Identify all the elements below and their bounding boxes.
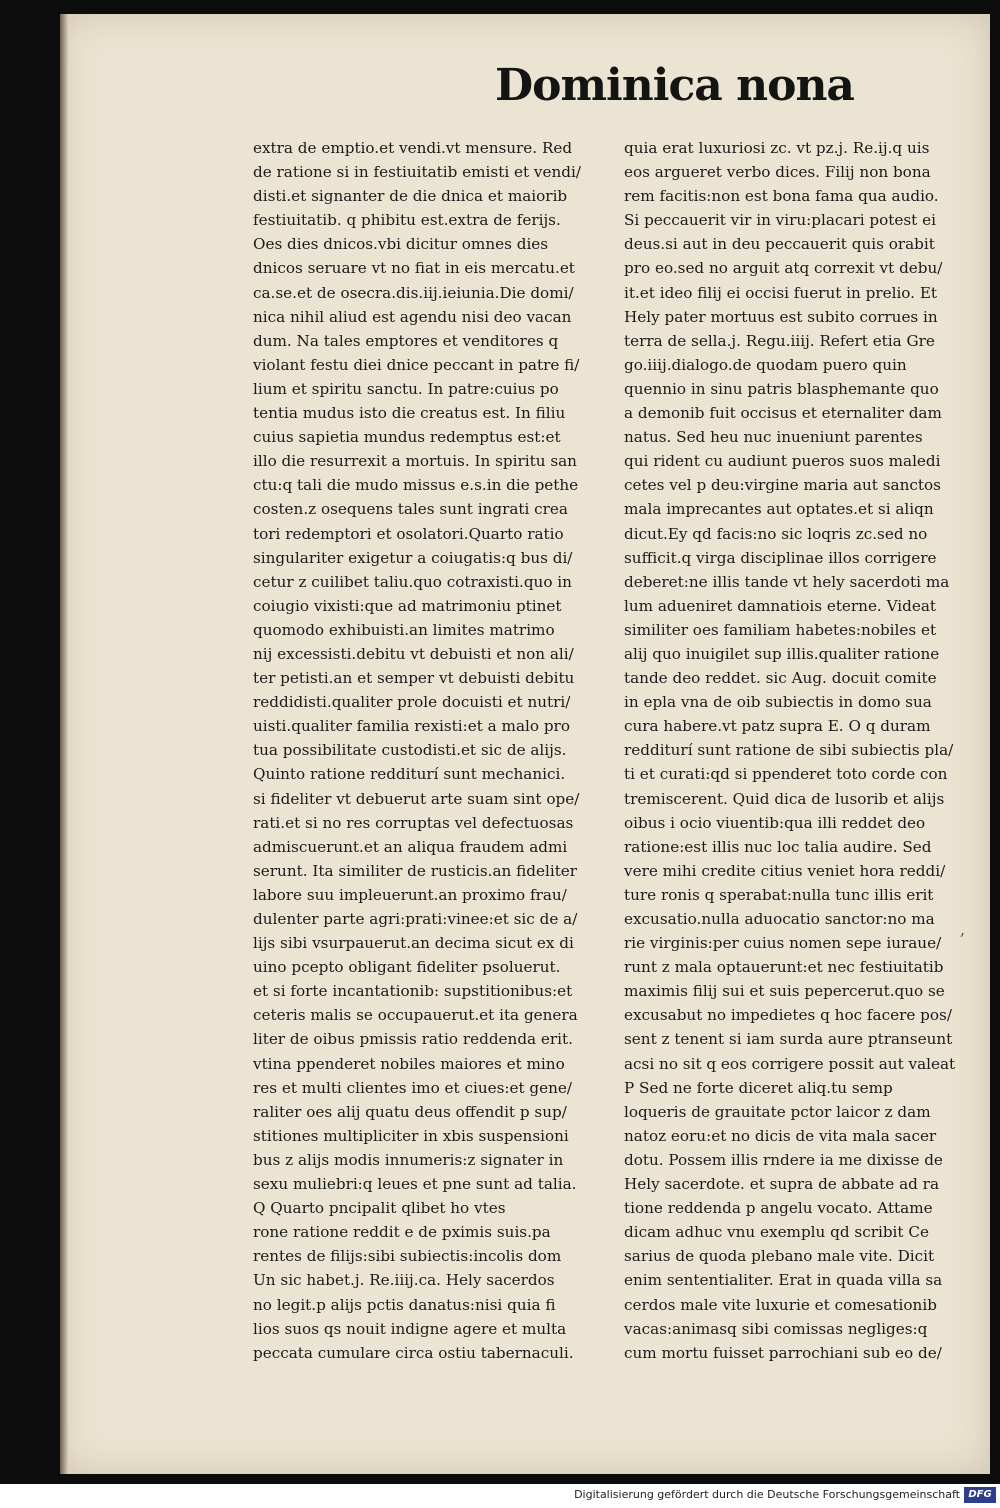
text-line: oibus i ocio viuentib:qua illi reddet deo: [624, 813, 926, 832]
text-line: dotu. Possem illis rndere ia me dixisse de: [624, 1150, 943, 1169]
text-line: redditurí sunt ratione de sibi subiectis pla/: [624, 741, 954, 760]
text-line: serunt. Ita similiter de rusticis.an fideliter: [253, 861, 578, 880]
text-line: cetes vel p deu:virgine maria aut sanctos: [624, 476, 941, 495]
text-line: dicam adhuc vnu exemplu qd scribit Ce: [624, 1223, 929, 1242]
text-line: ratione:est illis nuc loc talia audire. Sed: [624, 837, 932, 856]
text-line: sent z tenent si iam surda aure ptranseunt: [624, 1030, 953, 1049]
text-line: cerdos male vite luxurie et comesationib: [624, 1295, 937, 1314]
text-line: lum adueniret damnatiois eterne. Videat: [624, 596, 937, 615]
right-text-column: [624, 136, 970, 1365]
text-line: a demonib fuit occisus et eternaliter dam: [624, 404, 942, 423]
text-line: tremiscerent. Quid dica de lusorib et alijs: [624, 789, 945, 808]
running-head: Dominica nona: [495, 60, 854, 111]
text-line: sufficit.q virga disciplinae illos corrigere: [624, 548, 937, 567]
text-line: ceteris malis se occupauerut.et ita genera: [253, 1006, 578, 1025]
text-line: nica nihil aliud est agendu nisi deo vacan: [253, 307, 572, 326]
text-line: liter de oibus pmissis ratio reddenda erit.: [253, 1030, 573, 1049]
text-line: runt z mala optauerunt:et nec festiuitatib: [624, 958, 944, 977]
text-line: Hely pater mortuus est subito corrues in: [624, 307, 938, 326]
text-line: rem facitis:non est bona fama qua audio.: [624, 187, 939, 206]
text-line: deus.si aut in deu peccauerit quis orabit: [624, 235, 935, 254]
text-line: tentia mudus isto die creatus est. In filiu: [253, 404, 566, 423]
text-line: tande deo reddet. sic Aug. docuit comite: [624, 669, 937, 688]
text-line: raliter oes alij quatu deus offendit p sup/: [253, 1102, 567, 1121]
text-line: natoz eoru:et no dicis de vita mala sacer: [624, 1126, 937, 1145]
text-line: cetur z cuilibet taliu.quo cotraxisti.quo in: [253, 572, 572, 591]
text-line: nij excessisti.debitu vt debuisti et non ali/: [253, 644, 574, 663]
page-gutter-shadow: [60, 14, 68, 1474]
text-line: Oes dies dnicos.vbi dicitur omnes dies: [253, 235, 549, 254]
text-line: admiscuerunt.et an aliqua fraudem admi: [253, 837, 568, 856]
text-line: vere mihi credite citius veniet hora reddi/: [624, 861, 946, 880]
text-line: sexu muliebri:q leues et pne sunt ad talia.: [253, 1175, 577, 1194]
text-line: ctu:q tali die mudo missus e.s.in die pethe: [253, 476, 579, 495]
text-line: acsi no sit q eos corrigere possit aut valeat: [624, 1054, 956, 1073]
text-line: de ratione si in festiuitatib emisti et vendi/: [253, 163, 581, 182]
text-line: vtina ppenderet nobiles maiores et mino: [253, 1054, 565, 1073]
text-line: Hely sacerdote. et supra de abbate ad ra: [624, 1175, 939, 1194]
text-line: excusatio.nulla aduocatio sanctor:no ma: [624, 910, 935, 928]
text-line: vacas:animasq sibi comissas negliges:q: [624, 1319, 928, 1338]
text-line: disti.et signanter de die dnica et maiorib: [253, 187, 568, 206]
text-line: pro eo.sed no arguit atq correxit vt debu/: [624, 259, 943, 278]
text-line: illo die resurrexit a mortuis. In spiritu san: [253, 452, 577, 471]
text-line: maximis filij sui et suis pepercerut.quo se: [624, 982, 945, 1001]
text-line: rie virginis:per cuius nomen sepe iuraue/: [624, 934, 942, 953]
text-line: mala imprecantes aut optates.et si aliqn: [624, 500, 934, 519]
text-line: ter petisti.an et semper vt debuisti debitu: [253, 669, 575, 688]
text-line: deberet:ne illis tande vt hely sacerdoti ma: [624, 572, 950, 591]
text-line: lium et spiritu sanctu. In patre:cuius po: [253, 379, 559, 398]
text-line: res et multi clientes imo et ciues:et gene/: [253, 1078, 573, 1097]
text-line: lijs sibi vsurpauerut.an decima sicut ex di: [253, 934, 574, 953]
text-line: quomodo exhibuisti.an limites matrimo: [253, 620, 555, 639]
left-text-column: [253, 136, 606, 1365]
text-line: Q Quarto pncipalit qlibet ho vtes: [253, 1199, 506, 1218]
text-line: ture ronis q sperabat:nulla tunc illis erit: [624, 885, 934, 904]
dfg-logo: DFG: [964, 1487, 996, 1503]
text-line: ti et curati:qd si ppenderet toto corde con: [624, 765, 948, 784]
text-line: go.iiij.dialogo.de quodam puero quin: [624, 355, 907, 374]
text-line: terra de sella.j. Regu.iiij. Refert etia Gre: [624, 331, 935, 350]
text-line: festiuitatib. q phibitu est.extra de ferijs.: [253, 211, 561, 230]
text-line: no legit.p alijs pctis danatus:nisi quia fi: [253, 1295, 556, 1314]
footer-bar: [0, 1484, 1000, 1508]
text-line: rentes de filijs:sibi subiectis:incolis dom: [253, 1247, 562, 1266]
text-line: uisti.qualiter familia rexisti:et a malo pro: [253, 717, 570, 736]
text-line: P Sed ne forte diceret aliq.tu semp: [624, 1078, 893, 1097]
text-line: dum. Na tales emptores et venditores q: [253, 331, 559, 350]
text-line: coiugio vixisti:que ad matrimoniu ptinet: [253, 596, 562, 615]
text-line: ca.se.et de osecra.dis.iij.ieiunia.Die domi/: [253, 283, 574, 302]
text-line: Si peccauerit vir in viru:placari potest ei: [624, 211, 936, 230]
text-line: similiter oes familiam habetes:nobiles et: [624, 620, 937, 639]
text-line: it.et ideo filij ei occisi fuerut in prelio. Et: [624, 283, 938, 302]
footer-credit: Digitalisierung gefördert durch die Deutsche Forschungsgemeinschaft: [574, 1488, 960, 1501]
text-line: quia erat luxuriosi zc. vt pz.j. Re.ij.q uis: [624, 139, 930, 157]
text-line: loqueris de grauitate pctor laicor z dam: [624, 1102, 931, 1121]
text-line: enim sententialiter. Erat in quada villa sa: [624, 1271, 943, 1290]
text-line: dnicos seruare vt no fiat in eis mercatu.et: [253, 259, 575, 278]
text-line: reddidisti.qualiter prole docuisti et nutri/: [253, 693, 571, 712]
text-line: violant festu diei dnice peccant in patre fi/: [253, 355, 580, 374]
text-line: stitiones multipliciter in xbis suspensioni: [253, 1126, 569, 1145]
text-line: costen.z osequens tales sunt ingrati crea: [253, 500, 568, 519]
text-line: tori redemptori et osolatori.Quarto ratio: [253, 524, 564, 543]
text-line: extra de emptio.et vendi.vt mensure. Red: [253, 139, 573, 157]
text-line: Quinto ratione redditurí sunt mechanici.: [253, 765, 566, 784]
text-line: et si forte incantationib: supstitionibus:et: [253, 982, 573, 1001]
text-line: tione reddenda p angelu vocato. Attame: [624, 1199, 933, 1218]
text-line: tua possibilitate custodisti.et sic de alijs.: [253, 741, 567, 760]
text-line: rone ratione reddit e de pximis suis.pa: [253, 1223, 551, 1242]
text-line: peccata cumulare circa ostiu tabernaculi.: [253, 1343, 574, 1362]
text-line: quennio in sinu patris blasphemante quo: [624, 379, 939, 398]
text-line: cum mortu fuisset parrochiani sub eo de/: [624, 1343, 942, 1362]
text-line: natus. Sed heu nuc inueniunt parentes: [624, 428, 923, 447]
text-line: bus z alijs modis innumeris:z signater in: [253, 1150, 564, 1169]
pencil-mark: ,: [960, 920, 966, 939]
text-line: eos argueret verbo dices. Filij non bona: [624, 163, 931, 182]
text-line: singulariter exigetur a coiugatis:q bus di/: [253, 548, 573, 567]
text-line: rati.et si no res corruptas vel defectuosas: [253, 813, 574, 832]
text-line: Un sic habet.j. Re.iiij.ca. Hely sacerdos: [253, 1271, 555, 1290]
text-line: cuius sapietia mundus redemptus est:et: [253, 428, 561, 447]
text-line: uino pcepto obligant fideliter psoluerut.: [253, 958, 561, 977]
text-line: si fideliter vt debuerut arte suam sint ope/: [253, 789, 580, 808]
text-line: dulenter parte agri:prati:vinee:et sic de a/: [253, 910, 578, 928]
text-line: dicut.Ey qd facis:no sic loqris zc.sed no: [624, 524, 928, 543]
text-line: sarius de quoda plebano male vite. Dicit: [624, 1247, 935, 1266]
text-line: alij quo inuigilet sup illis.qualiter ratione: [624, 644, 940, 663]
text-line: labore suu impleuerunt.an proximo frau/: [253, 885, 567, 904]
text-line: qui rident cu audiunt pueros suos maledi: [624, 452, 941, 471]
text-line: excusabut no impedietes q hoc facere pos/: [624, 1006, 952, 1025]
text-line: lios suos qs nouit indigne agere et multa: [253, 1319, 567, 1338]
text-line: in epla vna de oib subiectis in domo sua: [624, 693, 932, 712]
text-line: cura habere.vt patz supra E. O q duram: [624, 717, 931, 736]
